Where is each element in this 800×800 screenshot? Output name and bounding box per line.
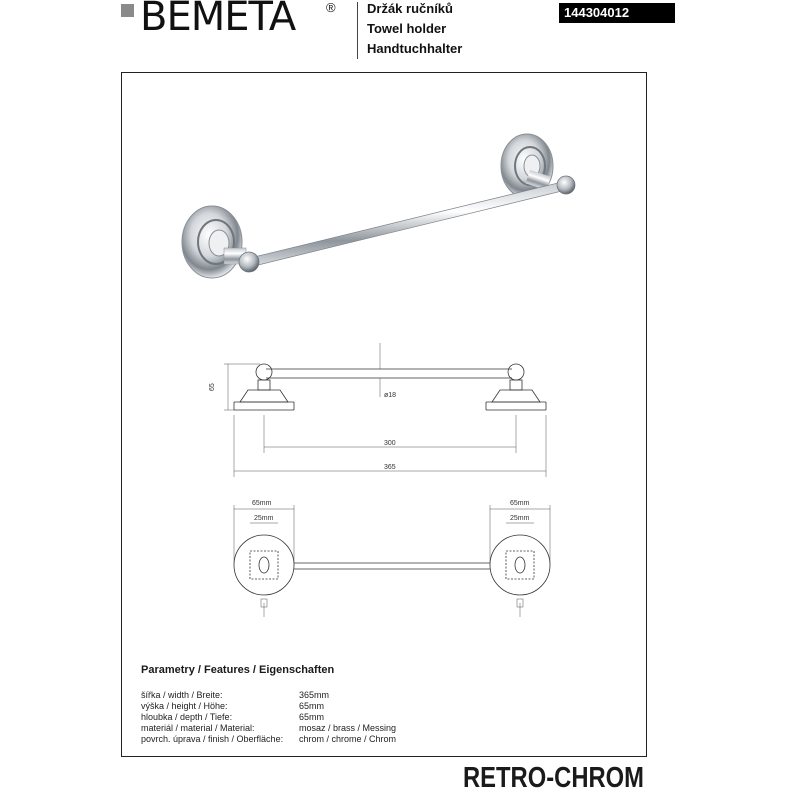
right-base-width: 65mm	[510, 500, 530, 507]
left-base-width: 65mm	[252, 500, 272, 507]
feature-value: chrom / chrome / Chrom	[299, 734, 397, 744]
feature-label: povrch. úprava / finish / Oberfläche:	[141, 734, 284, 744]
feature-label: výška / height / Höhe:	[141, 701, 228, 711]
feature-value: mosaz / brass / Messing	[299, 723, 397, 733]
height-dimension: 65	[209, 383, 216, 391]
brand-logo: BEMETA	[140, 0, 296, 40]
feature-value: 365mm	[299, 690, 330, 700]
registered-mark: ®	[326, 0, 336, 15]
towel-bar	[250, 182, 566, 266]
series-name: RETRO-CHROM	[463, 762, 644, 794]
diameter-dimension: ø18	[384, 392, 397, 399]
product-code-badge: 144304012	[559, 3, 675, 23]
left-wall-rose	[182, 206, 242, 278]
right-end-knob	[557, 176, 575, 194]
header-divider	[357, 2, 358, 59]
product-name-en: Towel holder	[367, 21, 447, 36]
left-end-knob	[239, 252, 259, 272]
features-heading: Parametry / Features / Eigenschaften	[141, 664, 335, 676]
feature-value: 65mm	[299, 701, 325, 711]
inner-length-dimension: 300	[384, 440, 396, 447]
feature-label: hloubka / depth / Tiefe:	[141, 712, 233, 722]
front-view-drawing	[200, 335, 580, 485]
mounting-view-drawing	[220, 495, 560, 625]
feature-label: materiál / material / Material:	[141, 723, 255, 733]
right-hole-spacing: 25mm	[510, 515, 530, 522]
feature-label: šířka / width / Breite:	[141, 690, 223, 700]
feature-value: 65mm	[299, 712, 325, 722]
left-hole-spacing: 25mm	[254, 515, 274, 522]
logo-mark	[121, 4, 134, 17]
total-length-dimension: 365	[384, 464, 396, 471]
product-name-cz: Držák ručníků	[367, 1, 453, 16]
product-image	[170, 130, 590, 280]
product-name-de: Handtuchhalter	[367, 41, 463, 56]
